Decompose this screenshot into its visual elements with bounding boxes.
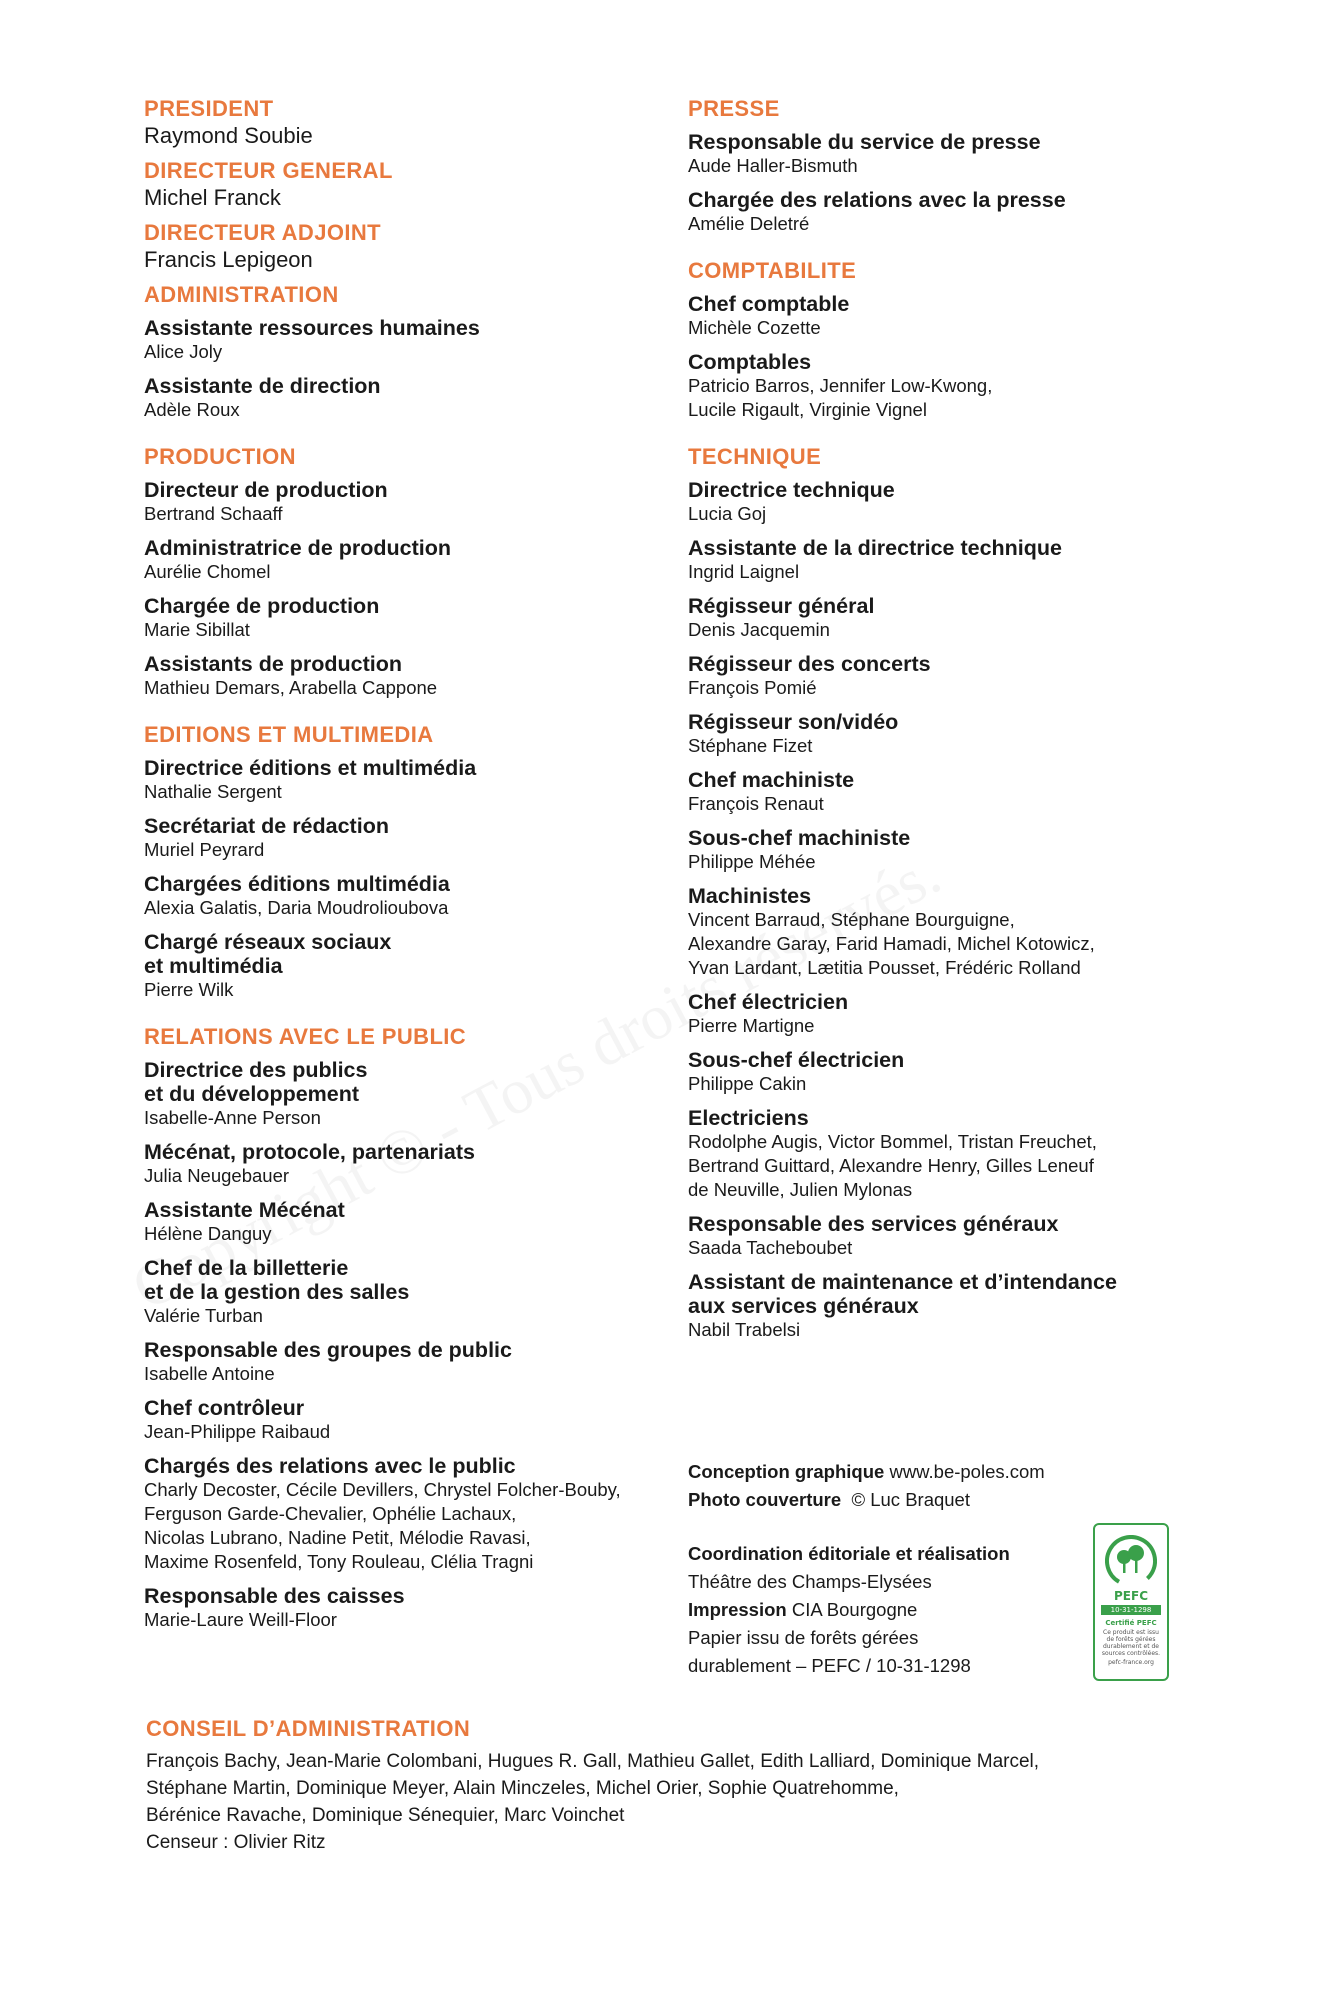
staff-entry	[144, 756, 684, 804]
staff-entry	[144, 1338, 684, 1386]
section-production	[144, 444, 684, 700]
staff-entry	[688, 594, 1208, 642]
staff-entry	[688, 1048, 1208, 1096]
role-title: Responsable des groupes de public	[144, 1338, 512, 1362]
pefc-name: PEFC	[1114, 1589, 1148, 1603]
credit-impression-label: Impression	[688, 1599, 787, 1620]
right-column	[688, 96, 1208, 1364]
credit-photo	[688, 1486, 1108, 1514]
staff-names: Alexia Galatis, Daria Moudrolioubova	[144, 897, 449, 918]
section-administration	[144, 282, 684, 422]
role-title: Sous-chef électricien	[688, 1048, 905, 1072]
staff-names: Julia Neugebauer	[144, 1165, 290, 1186]
staff-entry	[144, 594, 684, 642]
staff-entry	[688, 188, 1208, 236]
section-technique	[688, 444, 1208, 1342]
staff-entry	[144, 316, 684, 364]
section-heading: EDITIONS ET MULTIMEDIA	[144, 722, 434, 747]
board-line: François Bachy, Jean-Marie Colombani, Hugues R. Gall, Mathieu Gallet, Edith Lalliard, Dominique Marcel,	[146, 1751, 1040, 1772]
role-title: Assistant de maintenance et d’intendance aux services généraux	[688, 1270, 1117, 1318]
role-title: Chargé réseaux sociaux et multimédia	[144, 930, 392, 978]
role-title: Chargée de production	[144, 594, 380, 618]
credits-block	[688, 1458, 1108, 1680]
credit-conception-label: Conception graphique	[688, 1461, 885, 1482]
section-directeur-adjoint	[144, 220, 684, 274]
role-title: Chargée des relations avec la presse	[688, 188, 1066, 212]
staff-names: Stéphane Fizet	[688, 735, 813, 756]
role-title: Assistante de la directrice technique	[688, 536, 1062, 560]
staff-entry	[144, 1198, 684, 1246]
staff-entry	[144, 1454, 684, 1574]
staff-entry	[144, 1584, 684, 1632]
role-title: Régisseur général	[688, 594, 875, 618]
staff-names: Nathalie Sergent	[144, 781, 282, 802]
staff-names: Adèle Roux	[144, 399, 240, 420]
staff-entry	[144, 814, 684, 862]
staff-names: Isabelle-Anne Person	[144, 1107, 321, 1128]
role-title: Directrice éditions et multimédia	[144, 756, 477, 780]
staff-entry	[688, 652, 1208, 700]
staff-names: Nabil Trabelsi	[688, 1319, 801, 1340]
pefc-url: pefc-france.org	[1108, 1659, 1154, 1666]
staff-entry	[688, 292, 1208, 340]
role-title: Directrice des publics et du développement	[144, 1058, 368, 1106]
role-title: Régisseur des concerts	[688, 652, 931, 676]
staff-entry	[144, 1256, 684, 1328]
staff-names: Marie-Laure Weill-Floor	[144, 1609, 337, 1630]
staff-names: Mathieu Demars, Arabella Cappone	[144, 677, 438, 698]
section-comptabilite	[688, 258, 1208, 422]
staff-entry	[688, 826, 1208, 874]
staff-names: Charly Decoster, Cécile Devillers, Chrystel Folcher-Bouby, Ferguson Garde-Chevalier, Ophélie Lachaux, Nicolas Lubrano, Nadine Petit, Mélodie Ravasi, Maxime Rosenfeld, Tony Rouleau, Clélia Tragni	[144, 1479, 621, 1572]
board-censeur: Censeur : Olivier Ritz	[146, 1832, 326, 1853]
role-title: Sous-chef machiniste	[688, 826, 911, 850]
officer-name: Francis Lepigeon	[144, 247, 313, 272]
section-editions-et-multimedia	[144, 722, 684, 1002]
officer-name: Raymond Soubie	[144, 123, 313, 148]
staff-names: Ingrid Laignel	[688, 561, 800, 582]
staff-names: Philippe Méhée	[688, 851, 816, 872]
staff-names: Michèle Cozette	[688, 317, 821, 338]
staff-names: Denis Jacquemin	[688, 619, 830, 640]
staff-names: Jean-Philippe Raibaud	[144, 1421, 331, 1442]
role-title: Assistante ressources humaines	[144, 316, 480, 340]
role-title: Chargées éditions multimédia	[144, 872, 450, 896]
staff-names: Rodolphe Augis, Victor Bommel, Tristan Freuchet, Bertrand Guittard, Alexandre Henry, Gilles Leneuf de Neuville, Julien Mylonas	[688, 1131, 1097, 1200]
section-heading: DIRECTEUR GENERAL	[144, 158, 393, 183]
credit-paper-line2: durablement – PEFC / 10-31-1298	[688, 1655, 971, 1676]
staff-entry	[144, 478, 684, 526]
section-directeur-general	[144, 158, 684, 212]
staff-entry	[144, 1140, 684, 1188]
role-title: Chef machiniste	[688, 768, 855, 792]
staff-entry	[144, 1058, 684, 1130]
section-heading: COMPTABILITE	[688, 258, 857, 283]
role-title: Régisseur son/vidéo	[688, 710, 899, 734]
staff-entry	[688, 768, 1208, 816]
role-title: Chef de la billetterie et de la gestion des salles	[144, 1256, 410, 1304]
staff-names: Marie Sibillat	[144, 619, 250, 640]
staff-names: Aude Haller-Bismuth	[688, 155, 858, 176]
staff-names: Isabelle Antoine	[144, 1363, 275, 1384]
role-title: Chef contrôleur	[144, 1396, 305, 1420]
section-heading: DIRECTEUR ADJOINT	[144, 220, 381, 245]
credit-impression-value: CIA Bourgogne	[791, 1599, 918, 1620]
section-presse	[688, 96, 1208, 236]
pefc-tree-icon	[1105, 1535, 1157, 1587]
credit-conception	[688, 1458, 1108, 1486]
role-title: Assistante de direction	[144, 374, 381, 398]
board-heading: CONSEIL D’ADMINISTRATION	[146, 1716, 471, 1741]
section-heading: ADMINISTRATION	[144, 282, 339, 307]
staff-names: Muriel Peyrard	[144, 839, 265, 860]
staff-names: Philippe Cakin	[688, 1073, 807, 1094]
left-column	[144, 96, 684, 1654]
staff-names: Lucia Goj	[688, 503, 767, 524]
staff-names: François Pomié	[688, 677, 817, 698]
staff-entry	[688, 1212, 1208, 1260]
staff-entry	[688, 1270, 1208, 1342]
credit-conception-value: www.be-poles.com	[889, 1461, 1045, 1482]
staff-names: Pierre Martigne	[688, 1015, 815, 1036]
section-heading: PRESSE	[688, 96, 780, 121]
staff-names: Aurélie Chomel	[144, 561, 271, 582]
role-title: Chargés des relations avec le public	[144, 1454, 516, 1478]
staff-entry	[144, 536, 684, 584]
role-title: Responsable des services généraux	[688, 1212, 1059, 1236]
staff-entry	[144, 1396, 684, 1444]
pefc-code: 10-31-1298	[1101, 1605, 1161, 1615]
role-title: Assistants de production	[144, 652, 403, 676]
role-title: Chef électricien	[688, 990, 849, 1014]
board-line: Bérénice Ravache, Dominique Sénequier, Marc Voinchet	[146, 1805, 625, 1826]
staff-names: Hélène Danguy	[144, 1223, 272, 1244]
pefc-certified: Certifié PEFC	[1105, 1619, 1157, 1627]
role-title: Directrice technique	[688, 478, 895, 502]
role-title: Assistante Mécénat	[144, 1198, 345, 1222]
officer-name: Michel Franck	[144, 185, 281, 210]
staff-entry	[688, 884, 1208, 980]
staff-names: Pierre Wilk	[144, 979, 234, 1000]
staff-entry	[688, 536, 1208, 584]
staff-entry	[688, 350, 1208, 422]
role-title: Responsable des caisses	[144, 1584, 405, 1608]
role-title: Administratrice de production	[144, 536, 452, 560]
staff-names: Saada Tacheboubet	[688, 1237, 853, 1258]
section-relations-avec-le-public	[144, 1024, 684, 1632]
role-title: Mécénat, protocole, partenariats	[144, 1140, 475, 1164]
staff-names: François Renaut	[688, 793, 824, 814]
section-heading: PRESIDENT	[144, 96, 274, 121]
staff-entry	[688, 710, 1208, 758]
staff-entry	[688, 1106, 1208, 1202]
role-title: Machinistes	[688, 884, 812, 908]
credit-impression	[688, 1596, 1108, 1624]
credit-photo-value: © Luc Braquet	[851, 1489, 970, 1510]
staff-names: Valérie Turban	[144, 1305, 263, 1326]
board-line: Stéphane Martin, Dominique Meyer, Alain Minczeles, Michel Orier, Sophie Quatrehomme,	[146, 1778, 899, 1799]
credit-photo-label: Photo couverture	[688, 1489, 842, 1510]
staff-entry	[144, 652, 684, 700]
credit-coordination-label: Coordination éditoriale et réalisation	[688, 1543, 1010, 1564]
role-title: Directeur de production	[144, 478, 388, 502]
staff-entry	[688, 478, 1208, 526]
staff-names: Alice Joly	[144, 341, 223, 362]
staff-entry	[144, 930, 684, 1002]
section-president	[144, 96, 684, 150]
board-section	[146, 1716, 1226, 1856]
pefc-badge	[1093, 1523, 1169, 1681]
staff-entry	[688, 130, 1208, 178]
role-title: Chef comptable	[688, 292, 850, 316]
section-heading: TECHNIQUE	[688, 444, 822, 469]
staff-names: Amélie Deletré	[688, 213, 810, 234]
staff-entry	[144, 374, 684, 422]
pefc-text: Ce produit est issu de forêts gérées durablement et de sources contrôlées.	[1101, 1629, 1161, 1657]
staff-names: Patricio Barros, Jennifer Low-Kwong, Lucile Rigault, Virginie Vignel	[688, 375, 993, 420]
credit-paper-line1: Papier issu de forêts gérées	[688, 1627, 919, 1648]
staff-names: Vincent Barraud, Stéphane Bourguigne, Alexandre Garay, Farid Hamadi, Michel Kotowicz, Yvan Lardant, Lætitia Pousset, Frédéric Rolland	[688, 909, 1095, 978]
role-title: Responsable du service de presse	[688, 130, 1041, 154]
role-title: Electriciens	[688, 1106, 809, 1130]
role-title: Comptables	[688, 350, 812, 374]
staff-entry	[688, 990, 1208, 1038]
staff-entry	[144, 872, 684, 920]
credit-coordination-value: Théâtre des Champs-Elysées	[688, 1571, 932, 1592]
section-heading: PRODUCTION	[144, 444, 296, 469]
role-title: Secrétariat de rédaction	[144, 814, 389, 838]
section-heading: RELATIONS AVEC LE PUBLIC	[144, 1024, 467, 1049]
staff-names: Bertrand Schaaff	[144, 503, 283, 524]
